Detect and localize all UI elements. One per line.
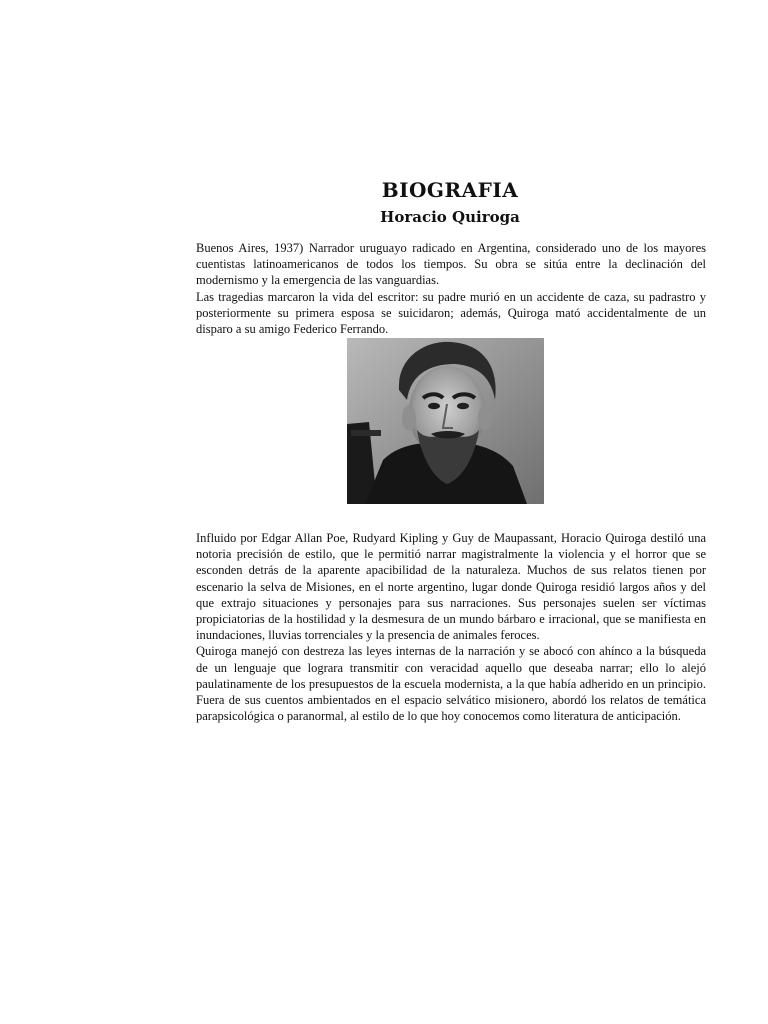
author-portrait xyxy=(347,338,544,504)
main-text xyxy=(196,530,706,724)
document-subtitle: Horacio Quiroga xyxy=(380,208,520,226)
body-paragraph: Influido por Edgar Allan Poe, Rudyard Kipling y Guy de Maupassant, Horacio Quiroga destiló una notoria precisión de estilo, que le permitió narrar magistralmente la violencia y el horror que se esconden detrás de la aparente apacibilidad de la naturaleza. Muchos de sus relatos tienen por escenario la selva de Misiones, en el norte argentino, lugar donde Quiroga residió largos años y del que extrajo situaciones y personajes para sus narraciones. Sus personajes suelen ser víctimas propiciatorias de la hostilidad y la desmesura de un mundo bárbaro e irracional, que se manifiesta en inundaciones, lluvias torrenciales y la presencia de animales feroces. xyxy=(196,531,706,643)
body-paragraph: Quiroga manejó con destreza las leyes internas de la narración y se abocó con ahínco a la búsqueda de un lenguaje que lograra transmitir con veracidad aquello que deseaba narrar; ello lo alejó paulatinamente de los presupuestos de la escuela modernista, a la que había adherido en un principio. Fuera de sus cuentos ambientados en el espacio selvático misionero, abordó los relatos de temática parapsicológica o paranormal, al estilo de lo que hoy conocemos como literatura de anticipación. xyxy=(196,644,706,724)
document-title: BIOGRAFIA xyxy=(381,178,519,202)
intro-paragraph: Las tragedias marcaron la vida del escritor: su padre murió en un accidente de caza, su padrastro y posteriormente su primera esposa se suicidaron; además, Quiroga mató accidentalmente de un disparo a su amigo Federico Ferrando. xyxy=(196,289,706,337)
intro-paragraph: Buenos Aires, 1937) Narrador uruguayo radicado en Argentina, considerado uno de los mayores cuentistas latinoamericanos de todos los tiempos. Su obra se sitúa entre la declinación del modernismo y la emergencia de las vanguardias. xyxy=(196,241,706,288)
intro-text xyxy=(196,240,706,337)
